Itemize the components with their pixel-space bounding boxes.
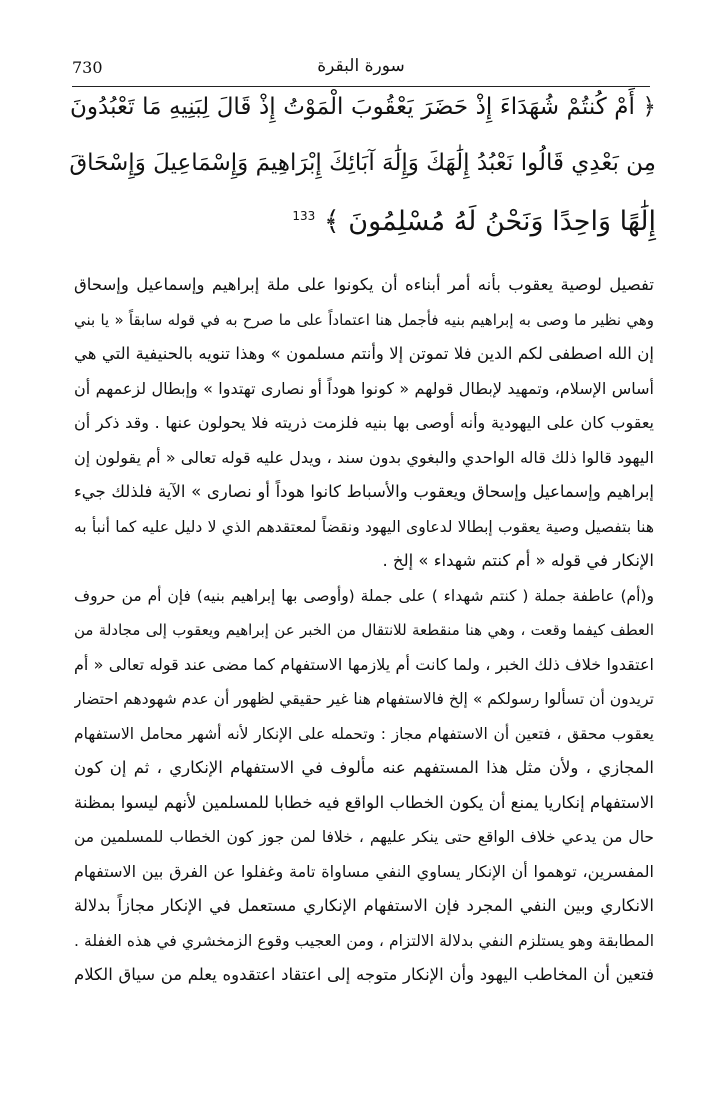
text-line: الاستفهام إنكاريا يمنع أن يكون الخطاب الواقع فيه خطابا للمسلمين لأنهم ليسوا بمظنة: [74, 792, 654, 812]
commentary-text: [74, 268, 654, 993]
text-line: فتعين أن المخاطب اليهود وأن الإنكار متوجه إلى اعتقاد اعتقدوه يعلم من سياق الكلام: [74, 965, 654, 984]
text-line: وهي نظير ما وصى به إبراهيم بنيه فأجمل هنا اعتماداً على ما صرح به في قوله سابقاً « يا بني: [74, 310, 654, 329]
text-line: هنا بتفصيل وصية يعقوب إبطالا لدعاوى اليهود ونقضاً لمعتقدهم الذي لا دليل عليه كما أنبأ به: [74, 517, 654, 536]
text-line: الإنكار في قوله « أم كنتم شهداء » إلخ .: [382, 551, 654, 570]
verse-line: [70, 206, 656, 237]
text-line: أساس الإسلام، وتمهيد لإبطال قولهم « كونوا هوداً أو نصارى تهتدوا » وإبطال لزعمهم أن: [74, 378, 654, 398]
text-line: إن الله اصطفى لكم الدين فلا تموتن إلا وأنتم مسلمون » وهذا تنويه بالحنيفية التي هي: [74, 344, 654, 363]
quran-verse: [70, 94, 656, 264]
verse-line: ﴿ أَمْ كُنتُمْ شُهَدَاءَ إِذْ حَضَرَ يَعْقُوبَ الْمَوْتُ إِذْ قَالَ لِبَنِيهِ مَا تَعْبُدُونَ: [70, 94, 656, 120]
verse-number: 133: [292, 209, 316, 223]
page-header: [72, 52, 650, 87]
text-line: تفصيل لوصية يعقوب بأنه أمر أبناءه أن يكونوا على ملة إبراهيم وإسماعيل وإسحاق: [74, 275, 654, 294]
text-line: المفسرين، توهموا أن الإنكار يساوي النفي مساواة تامة وغفلوا عن الفرق بين الاستفهام: [74, 861, 654, 881]
text-line: المجازي ، ولأن مثل هذا المستفهم عنه مألوف في الاستفهام الإنكاري ، ثم إن كون: [74, 758, 654, 777]
text-line: يعقوب محقق ، فتعين أن الاستفهام مجاز : وتحمله على الإنكار لأنه أشهر محامل الاستفهام: [74, 724, 654, 743]
surah-title: سورة البقرة: [317, 56, 405, 76]
text-line: يعقوب كان على اليهودية وأنه أوصى بها بنيه فلزمت ذريته فلا يحولون عنها . وقد ذكر أن: [74, 413, 654, 432]
text-line: الانكاري وبين النفي المجرد فإن الاستفهام الإنكاري مستعمل في الإنكار مجازاً بدلالة: [74, 896, 654, 915]
text-line: إبراهيم وإسماعيل وإسحاق ويعقوب والأسباط كانوا هوداً أو نصارى » الآية فلذلك جيء: [74, 482, 654, 501]
text-line: حال من يدعي خلاف الواقع حتى ينكر عليهم ، خلافا لمن جوز كون الخطاب للمسلمين من: [74, 828, 654, 846]
text-line: اليهود قالوا ذلك قاله الواحدي والبغوي بدون سند ، ويدل عليه قوله تعالى « أم يقولون إن: [74, 447, 654, 467]
text-line: تريدون أن تسألوا رسولكم » إلخ فالاستفهام هنا غير حقيقي لظهور أن عدم شهودهم احتضار: [74, 690, 654, 708]
text-line: اعتقدوا خلاف ذلك الخبر ، ولما كانت أم يلازمها الاستفهام كما مضى عند قوله تعالى « أم: [74, 654, 654, 674]
text-line: العطف كيفما وقعت ، وهي هنا منقطعة للانتقال من الخبر عن إبراهيم ويعقوب إلى مجادلة من: [74, 621, 654, 639]
text-line: المطابقة وهو يستلزم النفي بدلالة الالتزام ، ومن العجيب وقوع الزمخشري في هذه الغفلة .: [74, 931, 654, 950]
text-line: و(أم) عاطفة جملة ( كنتم شهداء ) على جملة (وأوصى بها إبراهيم بنيه) فإن أم من حروف: [74, 586, 654, 605]
verse-line-text: إِلَٰهًا وَاحِدًا وَنَحْنُ لَهُ مُسْلِمُونَ ﴾: [323, 206, 656, 237]
page-number: 730: [72, 58, 103, 77]
verse-line: مِن بَعْدِي قَالُوا نَعْبُدُ إِلَٰهَكَ وَإِلَٰهَ آبَائِكَ إِبْرَاهِيمَ وَإِسْمَاعِيلَ وَإِسْحَاقَ: [69, 150, 656, 176]
